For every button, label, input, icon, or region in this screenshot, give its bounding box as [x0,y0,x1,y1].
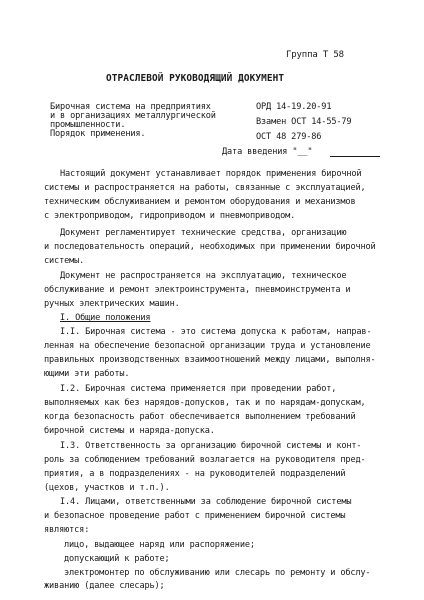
section-heading: I. Общие положения [60,313,151,323]
list-item: лицо, выдающее наряд или распоряжение; [64,540,255,550]
document-type-title: ОТРАСЛЕВОЙ РУКОВОДЯЩИЙ ДОКУМЕНТ [106,73,285,84]
list-item: допускающий к работе; [64,554,170,564]
doc-code: ОСТ 48 279-86 [256,132,322,142]
paragraph-line: ленная на обеспечение безопасной организации труда и установление [44,341,371,351]
list-item: живанию (далее слесарь); [44,581,165,591]
paragraph-line: выполняемых как без нарядов-допусков, так и по нарядам-допускам, [44,398,366,408]
paragraph-line: бирочной системы и наряда-допуска. [44,426,215,436]
paragraph-line: обслуживание и ремонт электроинструмента, пневмоинструмента и [44,285,351,295]
paragraph-line: I.3. Ответственность за организацию бирочной системы и конт- [60,441,362,451]
doc-title-line: и в организациях металлургической [50,111,216,121]
paragraph-line: Документ регламентирует технические средства, организацию [60,228,347,238]
paragraph-line: и последовательность операций, необходимых при применении бирочной [44,242,376,252]
list-item: электромонтер по обслуживанию или слесарь по ремонту и обслу- [64,568,371,578]
paragraph-line: (цехов, участков и т.п.). [44,483,170,493]
paragraph-line: роль за соблюдением требований возлагается на руководителя пред- [44,455,366,465]
paragraph-line: с электроприводом, гидроприводом и пневмоприводом. [44,211,296,221]
doc-title-line: Порядок применения. [50,129,146,139]
paragraph-line: Документ не распространяется на эксплуатацию, техническое [60,271,347,281]
paragraph-line: системы и распространяется на работы, связанные с эксплуатацией, [44,183,366,193]
doc-code: Взамен ОСТ 14-55-79 [256,117,352,127]
paragraph-line: I.I. Бирочная система - это система допуска к работам, направ- [60,327,372,337]
paragraph-line: приятия, а в подразделениях - на руководителей подразделений [44,469,346,479]
paragraph-line: правильных производственных взаимоотношений между лицами, выполня- [44,355,376,365]
paragraph-line: ручных электрических машин. [44,299,180,309]
doc-code: ОРД 14-19.20-91 [256,102,332,112]
paragraph-line: системы. [44,256,85,266]
paragraph-line: ющими эти работы. [44,369,130,379]
paragraph-line: и безопасное проведение работ с применением бирочной системы [44,511,346,521]
paragraph-line: техническим обслуживанием и ремонтом оборудования и механизмов [44,197,356,207]
paragraph-line: когда безопасность работ обеспечивается выполнением требований [44,412,356,422]
group-label: Группа Т 58 [286,50,344,60]
date-blank-line [330,156,380,157]
paragraph-line: являются: [44,525,90,535]
doc-title-line: Бирочная система на предприятиях [50,102,211,112]
date-of-introduction-label: Дата введения "__" [222,147,313,157]
paragraph-line: I.2. Бирочная система применяется при проведении работ, [60,384,337,394]
doc-title-line: промышленности. [50,120,126,130]
paragraph-line: I.4. Лицами, ответственными за соблюдение бирочной системы [60,497,352,507]
paragraph-line: Настоящий документ устанавливает порядок применения бирочной [60,169,362,179]
